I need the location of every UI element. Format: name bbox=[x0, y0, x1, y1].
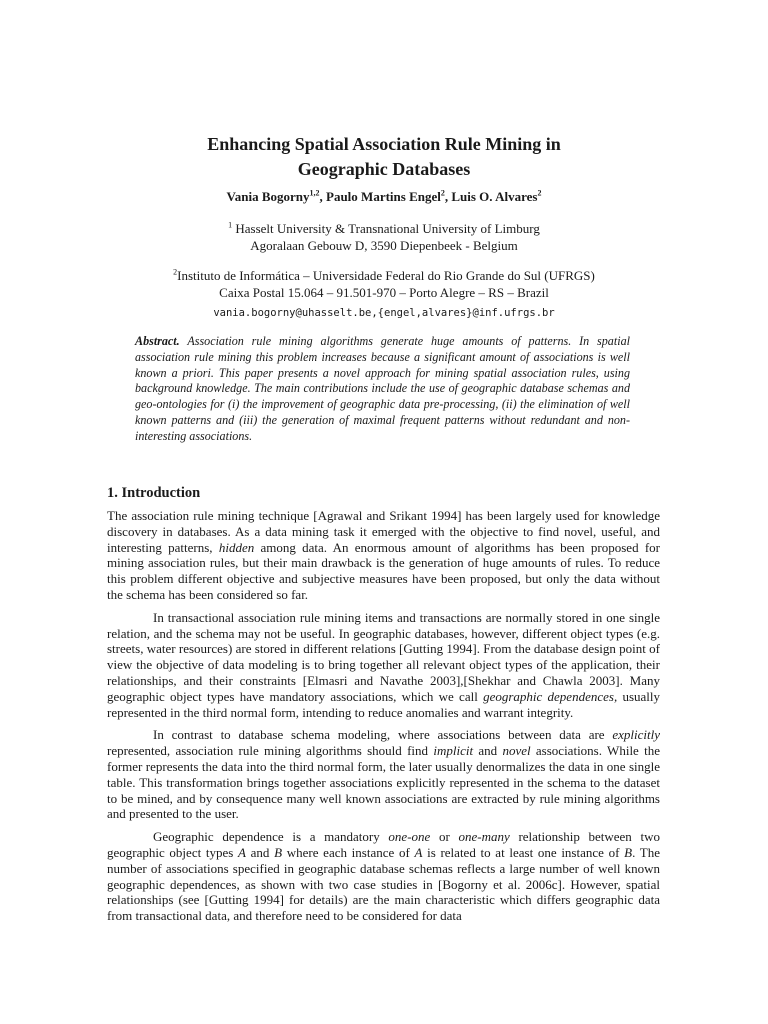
author-separator: , bbox=[444, 189, 452, 204]
author-affiliation-mark: 1,2 bbox=[309, 188, 320, 198]
text-run: and bbox=[245, 844, 275, 860]
affiliation-1-institution: Hasselt University & Transnational University of Limburg bbox=[232, 221, 540, 236]
abstract-label: Abstract. bbox=[135, 334, 180, 348]
text-run: relationship between two geographic object types bbox=[107, 829, 660, 860]
author-name: Vania Bogorny bbox=[226, 189, 310, 204]
affiliation-2-institution: Instituto de Informática – Universidade Federal do Rio Grande do Sul (UFRGS) bbox=[177, 268, 595, 283]
emphasized-text: geographic dependences, bbox=[483, 688, 618, 704]
title-line-1: Enhancing Spatial Association Rule Mining in bbox=[207, 134, 561, 154]
section-body bbox=[107, 508, 660, 931]
emphasized-text: implicit bbox=[433, 743, 474, 759]
abstract-text: Association rule mining algorithms generate huge amounts of patterns. In spatial association rule mining this problem increases because a significant amount of associations is well known a priori. This paper presents a novel approach for mining spatial association rules, using background knowledge. The main contributions include the use of geographic database schemas and geo-ontologies for (i) the improvement of geographic data pre-processing, (ii) the elimination of well known patterns and (iii) the generation of maximal frequent patterns without redundant and non-interesting associations. bbox=[135, 334, 630, 443]
text-run: is related to at least one instance of bbox=[422, 844, 625, 860]
affiliation-2 bbox=[0, 267, 768, 301]
affiliation-2-address: Caixa Postal 15.064 – 91.501-970 – Porto Alegre – RS – Brazil bbox=[219, 285, 549, 300]
emphasized-text: A bbox=[238, 844, 246, 860]
text-run: In transactional association rule mining items and transactions are normally stored in one single relation, and the schema may not be useful. In geographic databases, however, different object types (e.g. streets, water resources) are stored in different relations [Gutting 1994]. From the database design point of view the objective of data modeling is to bring together all relevant object types of the application, their relationships, and their constraints [Elmasri and Navathe 2003],[Shekhar and Chawla 2003]. Many geographic object types have mandatory associations, which we call bbox=[107, 609, 660, 704]
author-separator: , bbox=[319, 189, 327, 204]
text-run: and bbox=[473, 743, 503, 759]
emphasized-text: one-one bbox=[388, 829, 431, 845]
author-affiliation-mark: 2 bbox=[440, 188, 445, 198]
text-run: Geographic dependence is a mandatory bbox=[153, 829, 389, 845]
author-affiliation-mark: 2 bbox=[537, 188, 542, 198]
abstract bbox=[135, 334, 630, 445]
text-run: represented, association rule mining algorithms should find bbox=[107, 743, 434, 759]
author-name: Luis O. Alvares bbox=[451, 189, 538, 204]
affiliation-2-line-1 bbox=[0, 267, 768, 284]
emphasized-text: A bbox=[414, 844, 423, 860]
text-run: associations. While the former represents the data into the third normal form, the later usually denormalizes the data in one single table. This transformation brings together associations explicitly represented in the schema to the dataset to be mined, and by consequence many well known associations are extracted by rule mining algorithms and presented to the user. bbox=[107, 743, 661, 822]
text-run: where each instance of bbox=[282, 844, 415, 860]
affiliation-2-mark: 2 bbox=[173, 267, 178, 277]
author bbox=[451, 189, 541, 204]
text-run: or bbox=[430, 829, 459, 845]
emphasized-text: hidden bbox=[218, 539, 255, 555]
text-run: . The number of associations specified in geographic database schemas reflects a large number of well known geographic dependences, as shown with two case studies in [Bogorny et al. 2006c]. However, spatial relationships (see [Gutting 1994] for details) are the main characteristic which differs geographic data from transactional data, and therefore need to be considered for data bbox=[107, 844, 660, 924]
author bbox=[227, 189, 320, 204]
affiliation-1-line-1 bbox=[0, 220, 768, 237]
emphasized-text: explicitly bbox=[612, 727, 660, 743]
section-heading: 1. Introduction bbox=[107, 485, 201, 501]
author-emails: vania.bogorny@uhasselt.be,{engel,alvares}@inf.ufrgs.br bbox=[213, 307, 555, 319]
emphasized-text: B bbox=[624, 844, 633, 860]
emphasized-text: novel bbox=[502, 743, 531, 759]
paragraph bbox=[107, 727, 660, 822]
text-run: In contrast to database schema modeling, where associations between data are bbox=[153, 727, 613, 743]
text-run: The association rule mining technique [Agrawal and Srikant 1994] has been largely used for knowledge discovery in databases. As a data mining task it emerged with the objective to find novel, useful, and interesting patterns, bbox=[107, 508, 660, 555]
text-run: among data. An enormous amount of algorithms has been proposed for mining association rules, but their main drawback is the generation of huge amounts of rules. To reduce this problem different objective and subjective measures have been proposed, but only the data without the schema has been considered so far. bbox=[107, 539, 661, 602]
author-list bbox=[0, 188, 768, 206]
paragraph bbox=[107, 610, 660, 721]
paragraph bbox=[107, 508, 660, 603]
author-name: Paulo Martins Engel bbox=[326, 189, 441, 204]
author bbox=[326, 189, 445, 204]
title-line-2: Geographic Databases bbox=[297, 159, 471, 179]
emphasized-text: B bbox=[274, 844, 283, 860]
paper-title bbox=[0, 132, 768, 182]
affiliation-1-address: Agoralaan Gebouw D, 3590 Diepenbeek - Belgium bbox=[250, 238, 518, 253]
affiliation-1-mark: 1 bbox=[228, 220, 233, 230]
text-run: usually represented in the third normal form, intending to reduce anomalies and warrant integrity. bbox=[107, 688, 661, 720]
affiliation-1 bbox=[0, 220, 768, 254]
paragraph bbox=[107, 829, 660, 924]
emphasized-text: one-many bbox=[458, 829, 510, 845]
